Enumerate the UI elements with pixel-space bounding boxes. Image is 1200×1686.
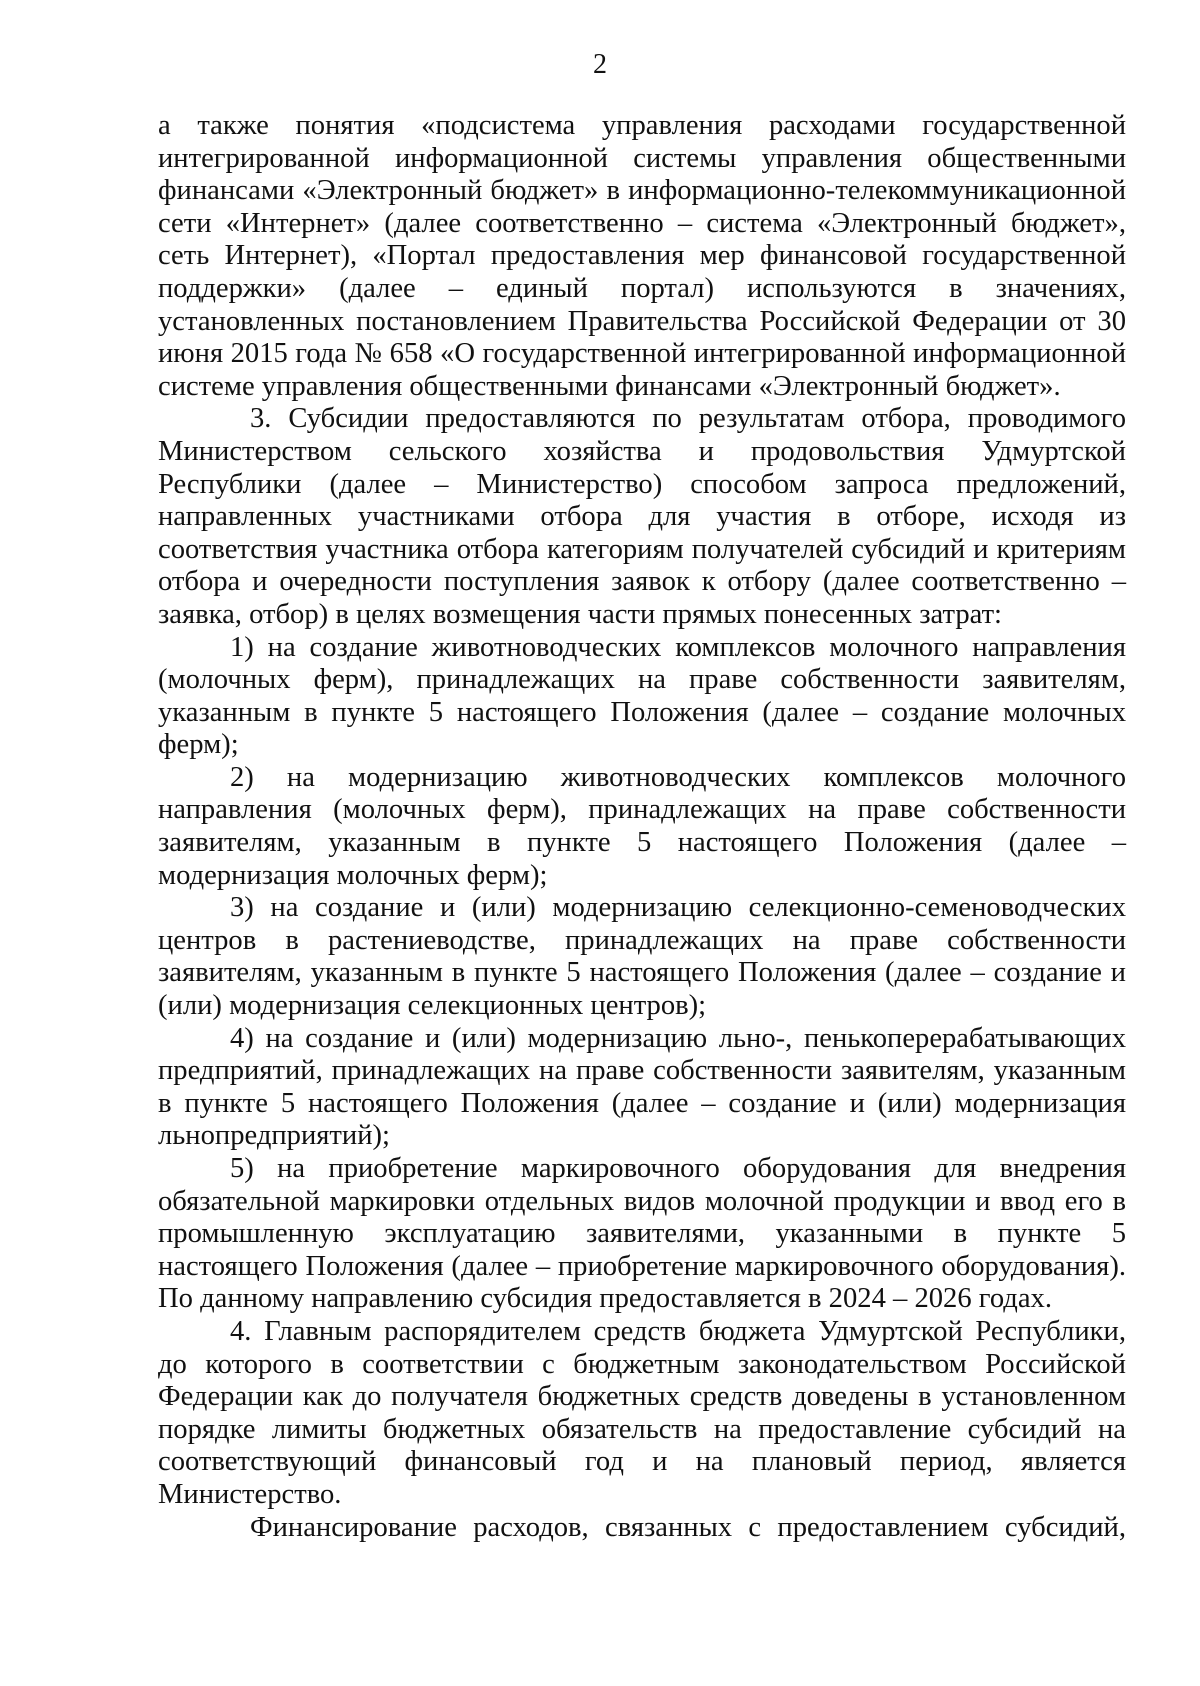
page-number: 2: [593, 49, 607, 80]
paragraph-item-4: 4. Главным распорядителем средств бюджета Удмуртской Республики, до которого в соответствии с бюджетным законодательством Российской Федерации как до получателя бюджетных средств доведены в установленном порядке лимиты бюджетных обязательств на предоставление субсидий на соответствующий финансовый год и на плановый период, является Министерство.: [158, 1315, 1126, 1510]
list-item-1: 1) на создание животноводческих комплексов молочного направления (молочных ферм), принадлежащих на праве собственности заявителям, указанным в пункте 5 настоящего Положения (далее – создание молочных ферм);: [158, 631, 1126, 761]
paragraph-item-3: 3. Субсидии предоставляются по результатам отбора, проводимого Министерством сельского хозяйства и продовольствия Удмуртской Республики (далее – Министерство) способом запроса предложений, направленных участниками отбора для участия в отборе, исходя из соответствия участника отбора категориям получателей субсидий и критериям отбора и очередности поступления заявок к отбору (далее соответственно – заявка, отбор) в целях возмещения части прямых понесенных затрат:: [158, 403, 1126, 630]
paragraph-financing: Финансирование расходов, связанных с предоставлением субсидий,: [250, 1511, 1126, 1543]
list-item-3: 3) на создание и (или) модернизацию селекционно-семеноводческих центров в растениеводстве, принадлежащих на праве собственности заявителям, указанным в пункте 5 настоящего Положения (далее – создание и (или) модернизация селекционных центров);: [158, 892, 1126, 1022]
paragraph-definitions: а также понятия «подсистема управления расходами государственной интегрированной информационной системы управления общественными финансами «Электронный бюджет» в информационно-телекоммуникационной сети «Интернет» (далее соответственно – система «Электронный бюджет», сеть Интернет), «Портал предоставления мер финансовой государственной поддержки» (далее – единый портал) используются в значениях, установленных постановлением Правительства Российской Федерации от 30 июня 2015 года № 658 «О государственной интегрированной информационной системе управления общественными финансами «Электронный бюджет».: [158, 110, 1126, 402]
list-item-2: 2) на модернизацию животноводческих комплексов молочного направления (молочных ферм), принадлежащих на праве собственности заявителям, указанным в пункте 5 настоящего Положения (далее – модернизация молочных ферм);: [158, 761, 1126, 891]
list-item-4: 4) на создание и (или) модернизацию льно-, пенькоперерабатывающих предприятий, принадлежащих на праве собственности заявителям, указанным в пункте 5 настоящего Положения (далее – создание и (или) модернизация льнопредприятий);: [158, 1022, 1126, 1152]
document-body: [158, 110, 1126, 1544]
list-item-5: 5) на приобретение маркировочного оборудования для внедрения обязательной маркировки отдельных видов молочной продукции и ввод его в промышленную эксплуатацию заявителями, указанными в пункте 5 настоящего Положения (далее – приобретение маркировочного оборудования). По данному направлению субсидия предоставляется в 2024 – 2026 годах.: [158, 1153, 1126, 1315]
